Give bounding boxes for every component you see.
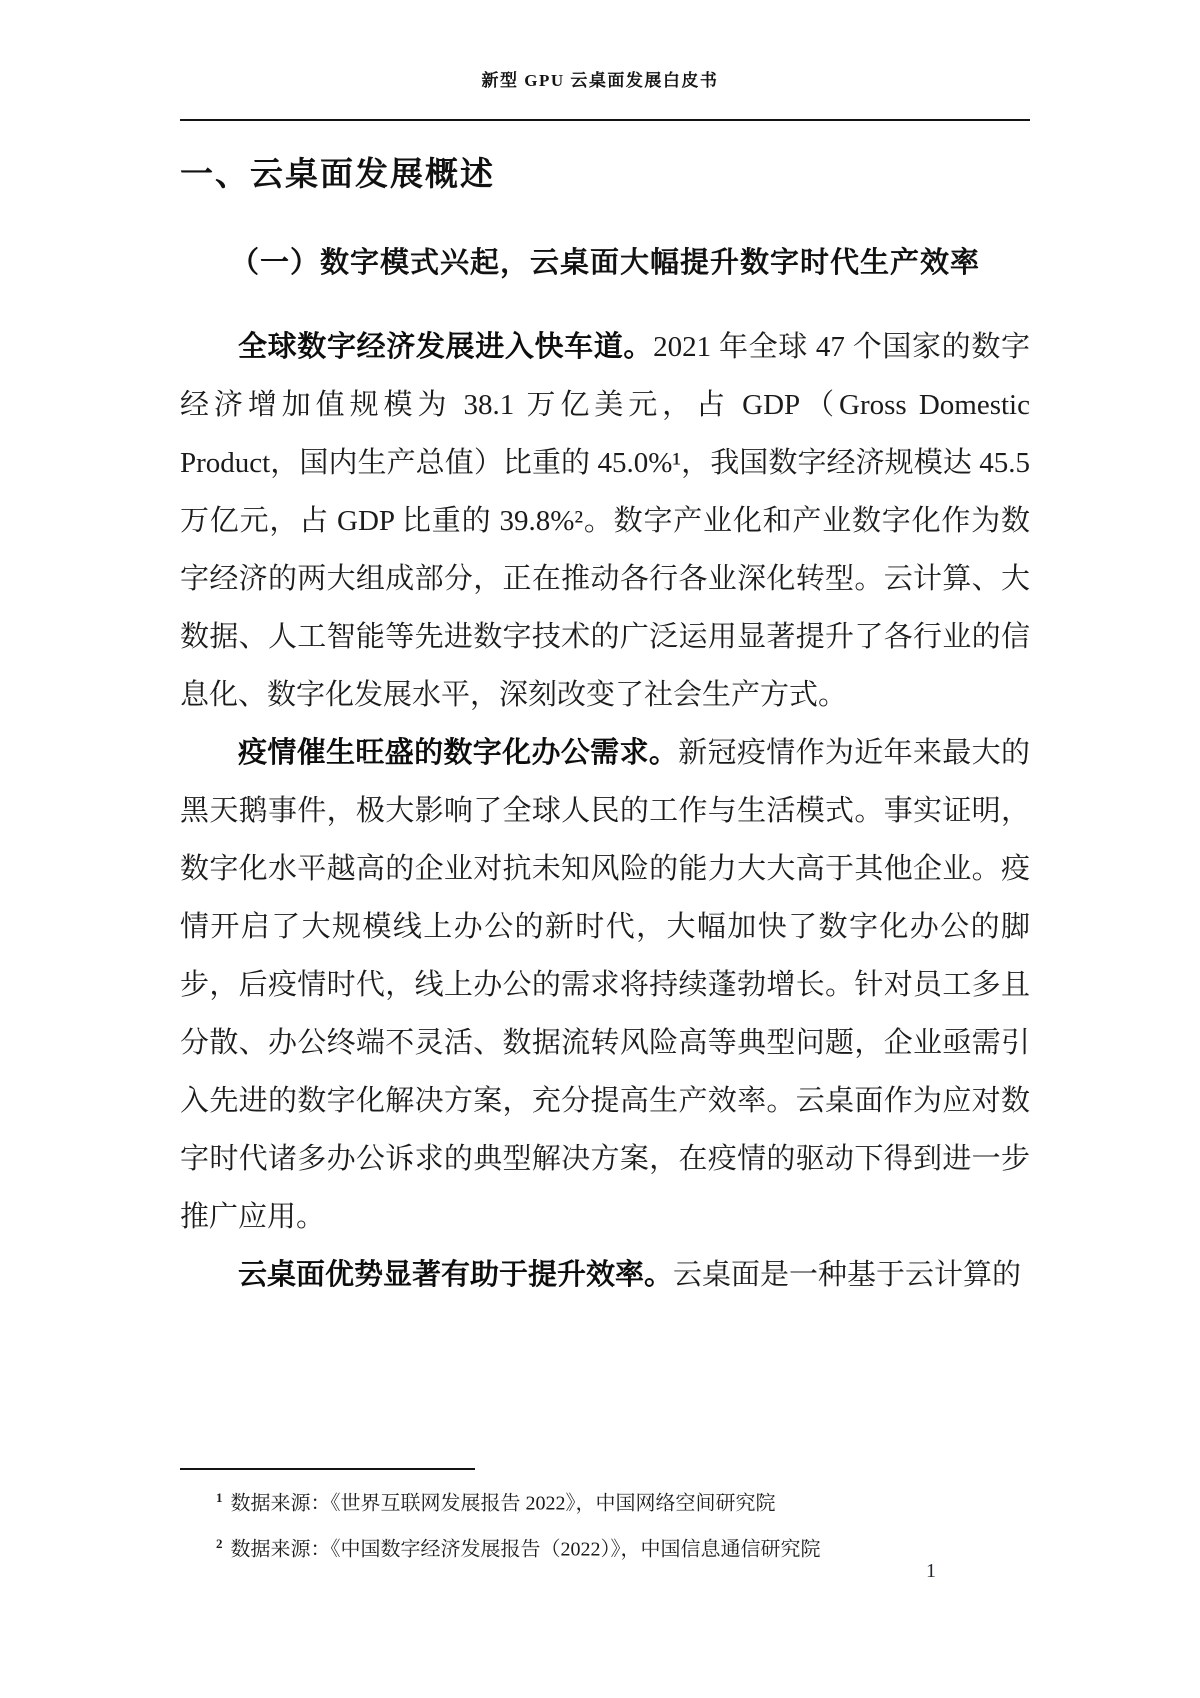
- paragraph-text: 云桌面是一种基于云计算的: [673, 1259, 1022, 1291]
- footnote: [216, 1524, 1030, 1570]
- footnote-marker: 2: [216, 1535, 223, 1551]
- header-divider: [180, 119, 1030, 121]
- running-header-title: 新型 GPU 云桌面发展白皮书: [481, 71, 719, 90]
- paragraph-text: 新冠疫情作为近年来最大的黑天鹅事件，极大影响了全球人民的工作与生活模式。事实证明，数字化水平越高的企业对抗未知风险的能力大大高于其他企业。疫情开启了大规模线上办公的新时代，大幅加快了数字化办公的脚步，后疫情时代，线上办公的需求将持续蓬勃增长。针对员工多且分散、办公终端不灵活、数据流转风险高等典型问题，企业亟需引入先进的数字化解决方案，充分提高生产效率。云桌面作为应对数字时代诸多办公诉求的典型解决方案，在疫情的驱动下得到进一步推广应用。: [180, 737, 1030, 1233]
- paragraph-text: 2021 年全球 47 个国家的数字经济增加值规模为 38.1 万亿美元，占 GDP（Gross Domestic Product，国内生产总值）比重的 45.0%¹，我国数字经济规模达 45.5 万亿元，占 GDP 比重的 39.8%²。数字产业化和产业数字化作为数字经济的两大组成部分，正在推动各行各业深化转型。云计算、大数据、人工智能等先进数字技术的广泛运用显著提升了各行业的信息化、数字化发展水平，深刻改变了社会生产方式。: [180, 331, 1030, 711]
- paragraph: [180, 318, 1030, 724]
- paragraph-lead: 云桌面优势显著有助于提升效率。: [238, 1259, 674, 1291]
- footnote-separator: [180, 1468, 475, 1470]
- page-number: 1: [926, 1560, 936, 1582]
- subsection-heading: （一）数字模式兴起，云桌面大幅提升数字时代生产效率: [229, 247, 980, 279]
- footnote-text: 数据来源：《中国数字经济发展报告（2022）》，中国信息通信研究院: [230, 1538, 821, 1561]
- paragraph: [180, 724, 1030, 1246]
- footnote: [216, 1478, 1030, 1524]
- footnote-text: 数据来源：《世界互联网发展报告 2022》，中国网络空间研究院: [230, 1492, 776, 1515]
- paragraph-lead: 全球数字经济发展进入快车道。: [238, 331, 654, 363]
- paragraph: [180, 1246, 1030, 1304]
- section-heading: 一、云桌面发展概述: [180, 155, 495, 192]
- body-text: [180, 318, 1030, 1304]
- footnotes: [216, 1478, 1030, 1569]
- footnote-marker: 1: [216, 1490, 223, 1505]
- paragraph-lead: 疫情催生旺盛的数字化办公需求。: [238, 737, 679, 769]
